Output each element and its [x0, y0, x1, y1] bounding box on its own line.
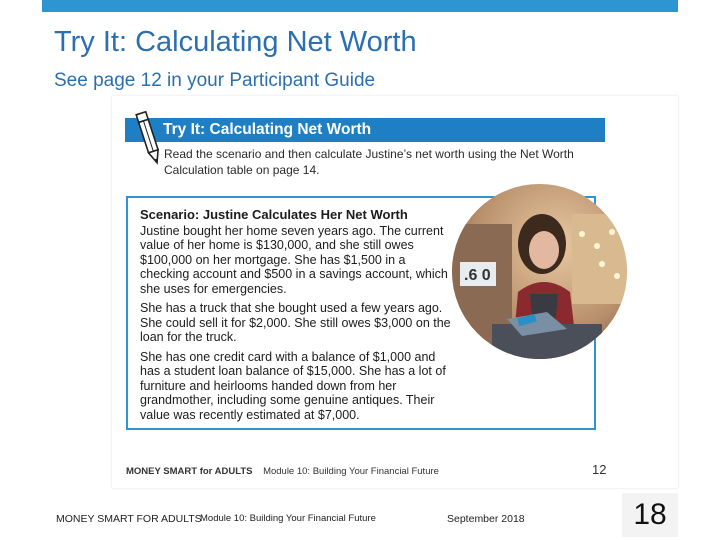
footer-brand: MONEY SMART FOR ADULTS	[56, 513, 202, 525]
guide-footer-brand: MONEY SMART for ADULTS	[126, 466, 253, 477]
footer-date: September 2018	[447, 513, 525, 525]
photo-screen-text: .6 0	[464, 267, 491, 284]
slide-title: Try It: Calculating Net Worth	[54, 26, 417, 58]
guide-header-title: Try It: Calculating Net Worth	[163, 121, 372, 138]
guide-footer-module: Module 10: Building Your Financial Future	[263, 466, 439, 477]
top-accent-bar	[42, 0, 678, 12]
scenario-paragraph: She has one credit card with a balance of $1,000 and has a student loan balance of $15,000. She has a lot of furniture and heirlooms handed down from her grandmother, including some genuine antiques. Their value was recently estimated at $7,000.	[140, 349, 446, 422]
slide-subtitle: See page 12 in your Participant Guide	[54, 70, 376, 91]
slide-number: 18	[622, 493, 678, 537]
guide-page-footer	[126, 466, 606, 477]
instruction-text: Read the scenario and then calculate Justine’s net worth using the Net Worth Calculation table on page 14.	[164, 147, 574, 177]
scenario-title: Scenario: Justine Calculates Her Net Worth	[140, 207, 408, 222]
participant-guide-page	[112, 96, 678, 488]
pencil-icon	[132, 110, 166, 166]
scenario-text	[140, 208, 458, 427]
scenario-paragraph: She has a truck that she bought used a few years ago. She could sell it for $2,000. She still owes $3,000 on the loan for the truck.	[140, 301, 451, 344]
guide-page-number: 12	[592, 462, 607, 477]
justine-photo	[452, 184, 627, 359]
footer-module: Module 10: Building Your Financial Future	[200, 513, 376, 524]
scenario-paragraph: Justine bought her home seven years ago. The current value of her home is $130,000, and she still owes $100,000 on her mortgage. She has $1,500 in a checking account and $500 in a savings account, which she uses for emergencies.	[140, 223, 448, 296]
guide-header-bar	[125, 118, 605, 142]
